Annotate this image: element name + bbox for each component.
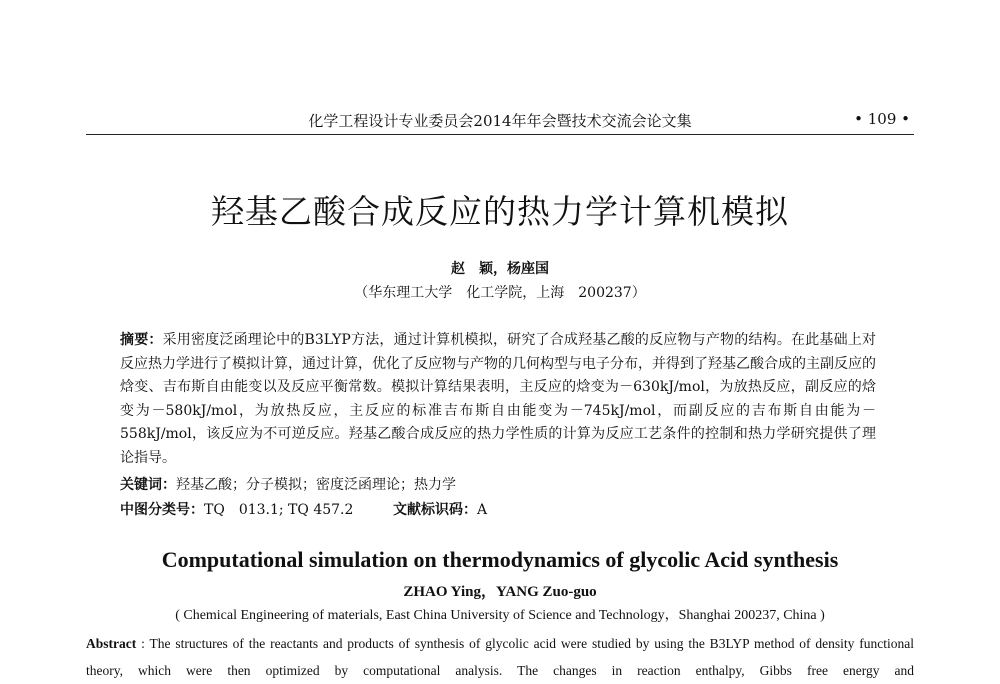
document-code-value: A xyxy=(477,502,488,518)
abstract-cn xyxy=(120,329,876,470)
authors-en: ZHAO Ying，YANG Zuo-guo xyxy=(403,584,597,600)
keywords-cn-text: 羟基乙酸；分子模拟；密度泛函理论；热力学 xyxy=(176,477,456,493)
classification-text: TQ 013.1; TQ 457.2 xyxy=(204,502,354,518)
abstract-en-label: Abstract xyxy=(86,636,137,651)
abstract-cn-text: 采用密度泛函理论中的B3LYP方法，通过计算机模拟，研究了合成羟基乙酸的反应物与产物的结构。在此基础上对反应热力学进行了模拟计算，通过计算，优化了反应物与产物的几何构型与电子分布，并得到了羟基乙酸合成的主副反应的焓变、吉布斯自由能变以及反应平衡常数。模拟计算结果表明，主反应的焓变为－630kJ/mol，为放热反应，副反应的焓变为－580kJ/mol，为放热反应，主反应的标准吉布斯自由能变为－745kJ/mol，而副反应的吉布斯自由能为－558kJ/mol，该反应为不可逆反应。羟基乙酸合成反应的热力学性质的计算为反应工艺条件的控制和热力学研究提供了理论指导。 xyxy=(120,332,876,466)
document-code-label: 文献标识码： xyxy=(393,502,477,518)
affiliation-cn: （华东理工大学 化工学院，上海 200237） xyxy=(354,285,646,301)
paper-title-en: Computational simulation on thermodynamics of glycolic Acid synthesis xyxy=(161,547,839,572)
running-header xyxy=(86,108,914,135)
classification-label: 中图分类号： xyxy=(120,502,204,518)
page-number: • 109 • xyxy=(854,110,910,128)
abstract-en: Abstract : The structures of the reactants and products of synthesis of glycolic acid were studied by using the B3LYP method of density functional theory, which were then optimized by computational analysis. The changes in reaction enthalpy, Gibbs free energy and xyxy=(86,636,914,678)
abstract-en-text: The structures of the reactants and products of synthesis of glycolic acid were studied by using the B3LYP method of density functional theory, which were then optimized by computational analysis. The changes in reaction enthalpy, Gibbs free energy and xyxy=(86,636,914,678)
authors-cn: 赵 颖，杨座国 xyxy=(451,261,549,277)
document-code xyxy=(393,499,487,519)
affiliation-en: ( Chemical Engineering of materials, East China University of Science and Technology，Shanghai 200237, China ) xyxy=(175,608,825,623)
keywords-cn-label: 关键词： xyxy=(120,477,176,493)
paper-title-cn: 羟基乙酸合成反应的热力学计算机模拟 xyxy=(211,192,789,231)
keywords-cn xyxy=(120,474,456,494)
classification-number xyxy=(120,499,353,519)
abstract-cn-label: 摘要： xyxy=(120,332,163,348)
running-title: 化学工程设计专业委员会2014年年会暨技术交流会论文集 xyxy=(308,112,692,130)
